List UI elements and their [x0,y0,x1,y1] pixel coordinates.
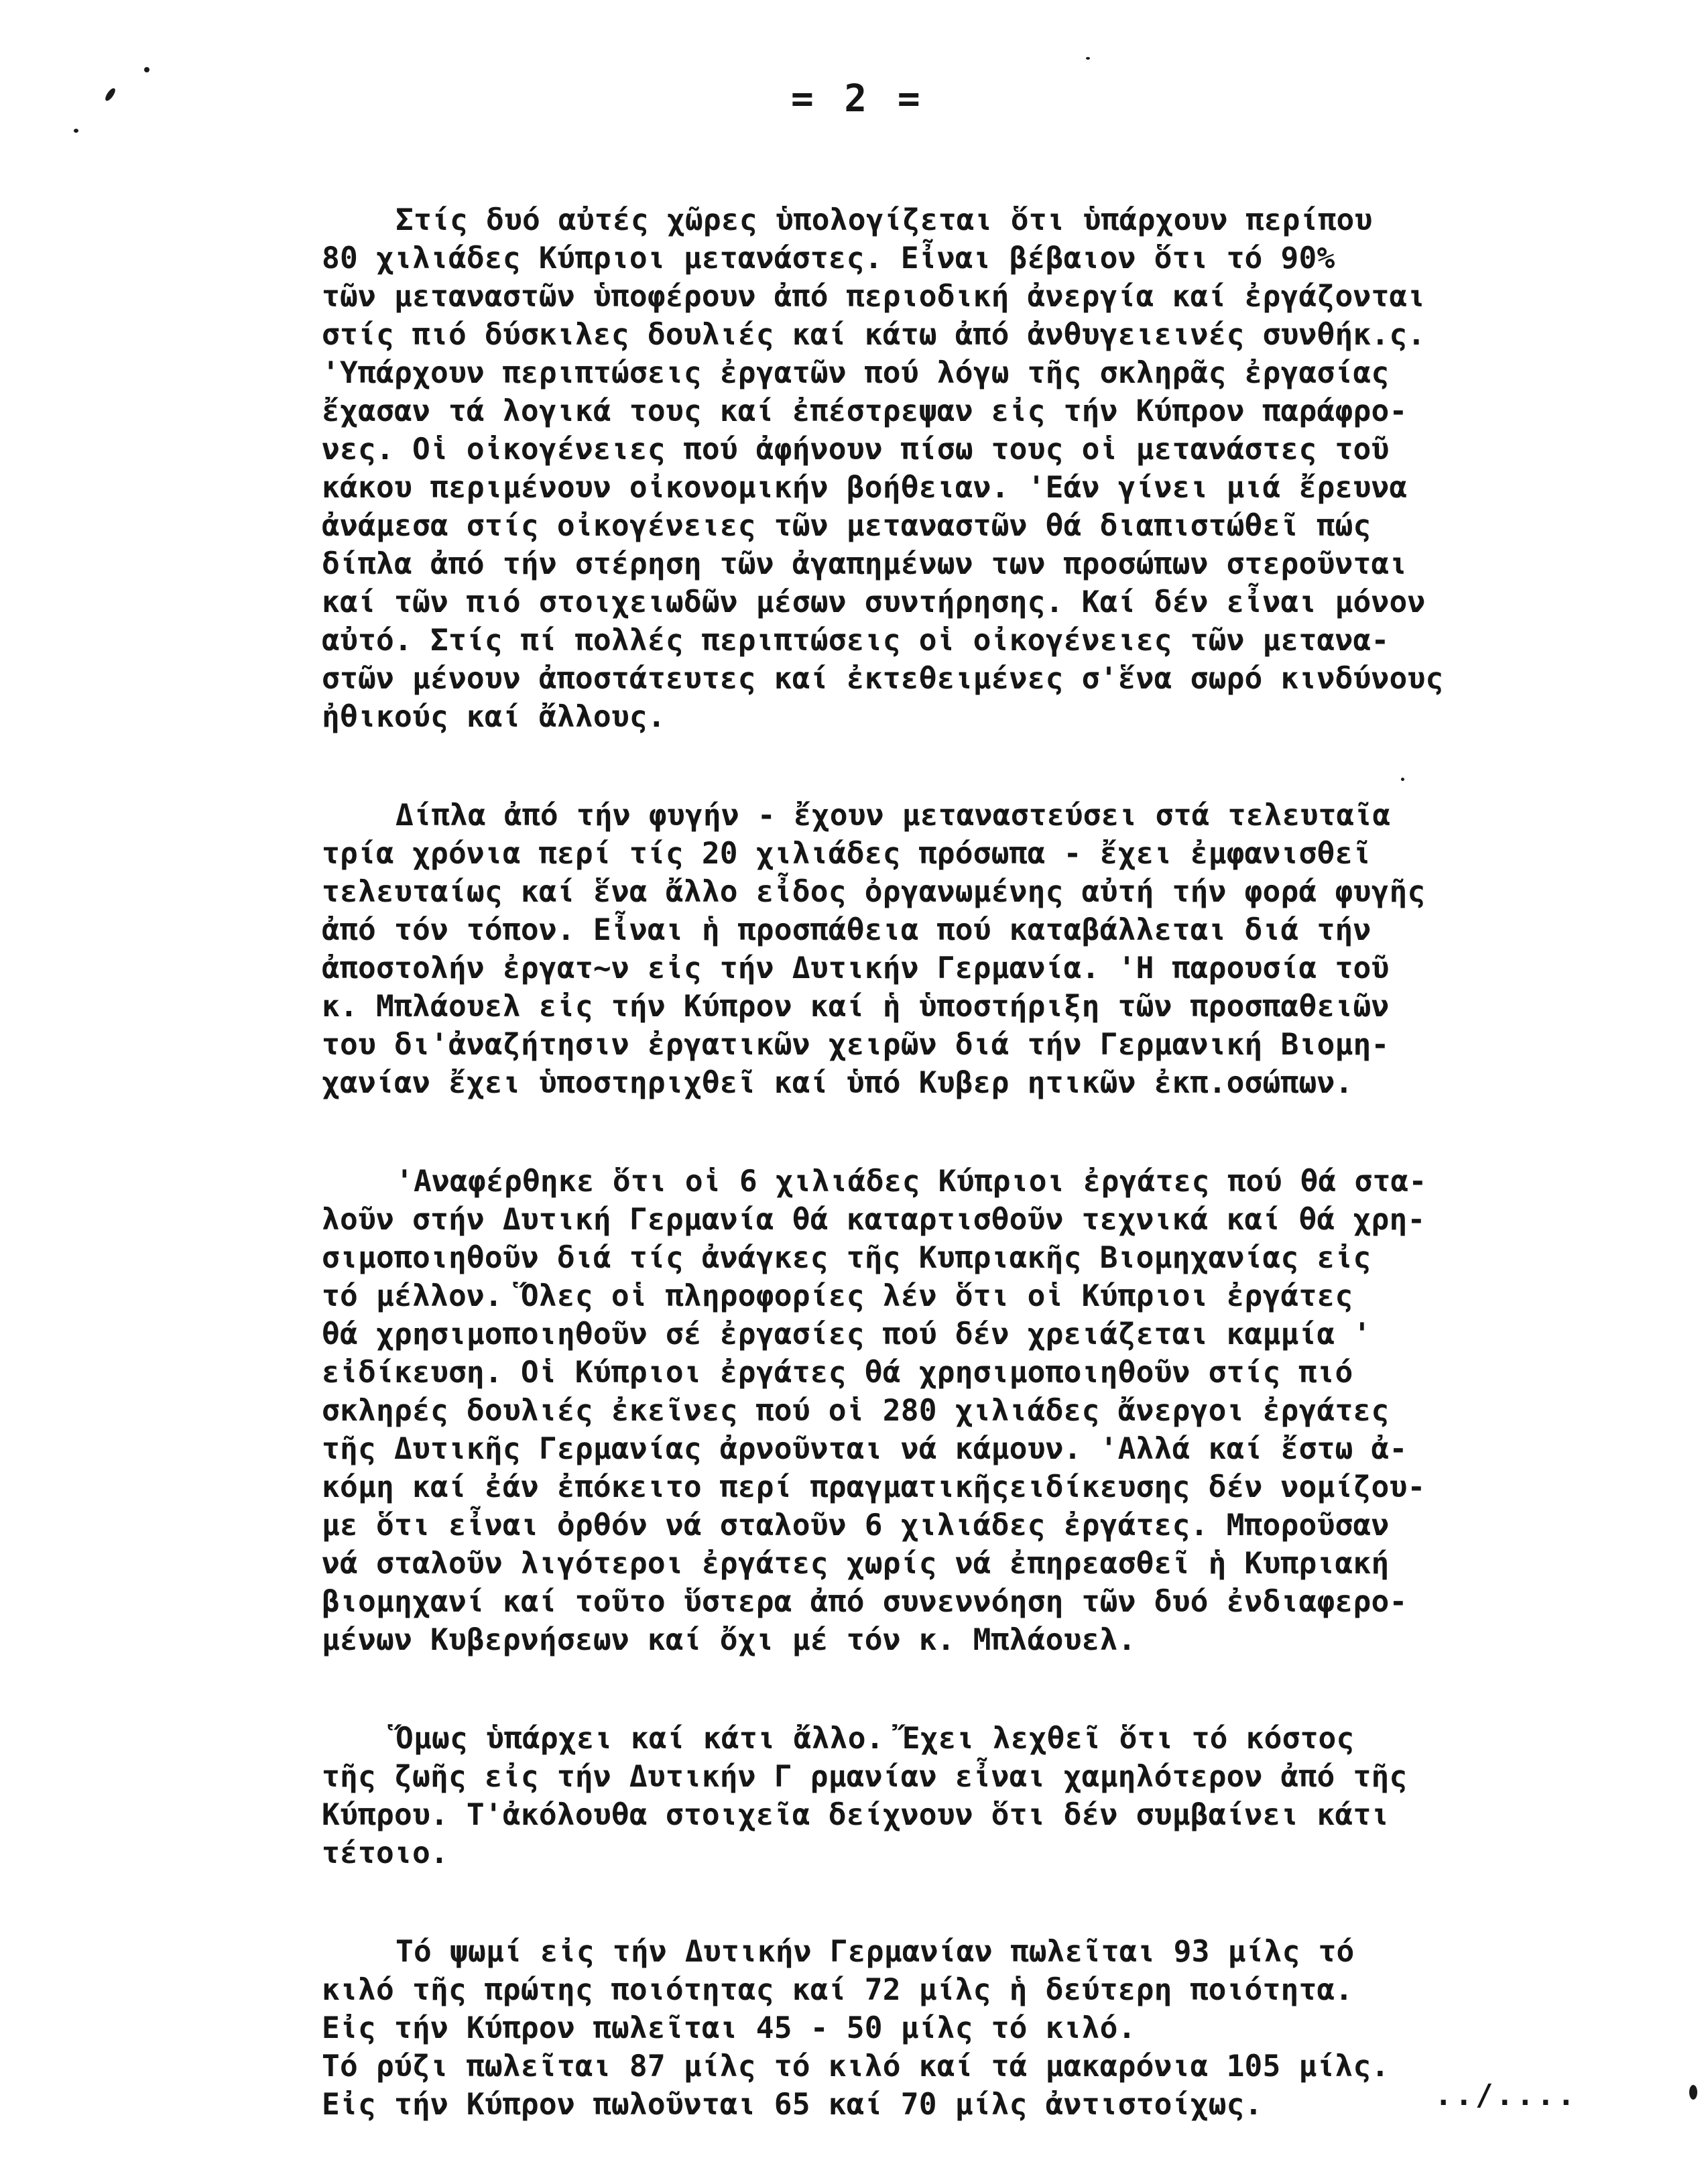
text-line: τῆς ζωῆς εἰς τήν Δυτικήν Γ ρμανίαν εἶναι χαμηλότερον ἀπό τῆς [322,1760,1408,1794]
text-line: ἔχασαν τά λογικά τους καί ἐπέστρεψαν εἰς τήν Κύπρον παράφρο- [322,394,1408,428]
text-line: Τό ψωμί εἰς τήν Δυτικήν Γερμανίαν πωλεῖται 93 μίλς τό [395,1935,1355,1969]
text-line: κ. Μπλάουελ εἰς τήν Κύπρον καί ἡ ὑποστήριξη τῶν προσπαθειῶν [322,989,1390,1024]
text-line: αὐτό. Στίς πί πολλές περιπτώσεις οἱ οἰκογένειες τῶν μετανα- [322,623,1390,658]
page-number: = 2 = [791,77,924,121]
text-line: τῆς Δυτικῆς Γερμανίας ἀρνοῦνται νά κάμουν. 'Αλλά καί ἔστω ἀ- [322,1432,1408,1466]
text-line: κιλό τῆς πρώτης ποιότητας καί 72 μίλς ἡ δεύτερη ποιότητα. [322,1973,1353,2007]
text-line: Κύπρου. Τ'ἀκόλουθα στοιχεῖα δείχνουν ὅτι δέν συμβαίνει κάτι [322,1798,1390,1832]
text-line: μένων Κυβερνήσεων καί ὄχι μέ τόν κ. Μπλάουελ. [322,1623,1136,1657]
text-line: σιμοποιηθοῦν διά τίς ἀνάγκες τῆς Κυπριακῆς Βιομηχανίας εἰς [322,1241,1371,1275]
text-line: 'Αναφέρθηκε ὅτι οἱ 6 χιλιάδες Κύπριοι ἐργάτες πού θά στα- [395,1164,1427,1199]
text-line: χανίαν ἔχει ὑποστηριχθεῖ καί ὑπό Κυβερ ητικῶν ἐκπ.οσώπων. [322,1066,1353,1100]
scan-speck [144,67,149,72]
text-line: λοῦν στήν Δυτική Γερμανία θά καταρτισθοῦν τεχνικά καί θά χρη- [322,1203,1426,1237]
paragraph-5 [322,1933,1629,2124]
text-line: με ὅτι εἶναι ὀρθόν νά σταλοῦν 6 χιλιάδες ἐργάτες. Μποροῦσαν [322,1508,1390,1543]
text-line: νά σταλοῦν λιγότεροι ἐργάτες χωρίς νά ἐπηρεασθεῖ ἡ Κυπριακή [322,1547,1390,1581]
text-line: Στίς δυό αὐτές χῶρες ὑπολογίζεται ὅτι ὑπάρχουν περίπου [395,203,1373,237]
text-line: Δίπλα ἀπό τήν φυγήν - ἔχουν μεταναστεύσει στά τελευταῖα [395,798,1391,833]
paragraph-1 [322,201,1629,736]
text-line: κάκου περιμένουν οἰκονομικήν βοήθειαν. 'Εάν γίνει μιά ἔρευνα [322,471,1408,505]
text-line: δίπλα ἀπό τήν στέρηση τῶν ἀγαπημένων των προσώπων στεροῦνται [322,547,1408,581]
text-line: 80 χιλιάδες Κύπριοι μετανάστες. Εἶναι βέβαιον ὅτι τό 90% [322,241,1335,276]
text-line: Ὅμως ὑπάρχει καί κάτι ἄλλο. Ἔχει λεχθεῖ ὅτι τό κόστος [395,1722,1355,1756]
text-line: τό μέλλον. Ὅλες οἱ πληροφορίες λέν ὅτι οἱ Κύπριοι ἐργάτες [322,1279,1353,1313]
text-line: ἀποστολήν ἐργατ~ν εἰς τήν Δυτικήν Γερμανία. 'Η παρουσία τοῦ [322,951,1390,985]
document-body [322,201,1629,2124]
text-line: Εἰς τήν Κύπρον πωλεῖται 45 - 50 μίλς τό κιλό. [322,2011,1136,2045]
text-line: του δι'ἀναζήτησιν ἐργατικῶν χειρῶν διά τήν Γερμανική Βιομη- [322,1028,1390,1062]
text-line: τελευταίως καί ἕνα ἄλλο εἶδος ὀργανωμένης αὐτή τήν φορά φυγῆς [322,875,1426,909]
text-line: κόμη καί ἐάν ἐπόκειτο περί πραγματικῆςειδίκευσης δέν νομίζου- [322,1470,1426,1504]
text-line: ἠθικούς καί ἄλλους. [322,700,666,734]
text-line: τέτοιο. [322,1836,448,1870]
text-line: Εἰς τήν Κύπρον πωλοῦνται 65 καί 70 μίλς ἀντιστοίχως. [322,2088,1263,2122]
paragraph-4 [322,1720,1629,1872]
text-line: ἀνάμεσα στίς οἰκογένειες τῶν μεταναστῶν θά διαπιστώθεῖ πώς [322,509,1371,543]
text-line: τρία χρόνια περί τίς 20 χιλιάδες πρόσωπα - ἔχει ἐμφανισθεῖ [322,837,1371,871]
scan-speck [1401,778,1404,781]
text-line: εἰδίκευση. Οἱ Κύπριοι ἐργάτες θά χρησιμοποιηθοῦν στίς πιό [322,1356,1353,1390]
text-line: στίς πιό δύσκιλες δουλιές καί κάτω ἀπό ἀνθυγειεινές συνθήκ.ς. [322,318,1426,352]
text-line: Τό ρύζι πωλεῖται 87 μίλς τό κιλό καί τά μακαρόνια 105 μίλς. [322,2049,1390,2084]
text-line: καί τῶν πιό στοιχειωδῶν μέσων συντήρησης. Καί δέν εἶναι μόνον [322,585,1426,619]
text-line: νες. Οἱ οἰκογένειες πού ἀφήνουν πίσω τους οἱ μετανάστες τοῦ [322,432,1390,467]
scan-speck [1689,2085,1697,2100]
text-line: τῶν μεταναστῶν ὑποφέρουν ἀπό περιοδική ἀνεργία καί ἐργάζονται [322,280,1426,314]
paragraph-2 [322,796,1629,1102]
text-line: στῶν μένουν ἀποστάτευτες καί ἐκτεθειμένες σ'ἕνα σωρό κινδύνους [322,662,1444,696]
scan-speck [1086,57,1090,60]
continuation-mark: ../.... [1435,2078,1578,2112]
scan-speck [104,86,117,102]
text-line: σκληρές δουλιές ἐκεῖνες πού οἱ 280 χιλιάδες ἄνεργοι ἐργάτες [322,1394,1390,1428]
text-line: θά χρησιμοποιηθοῦν σέ ἐργασίες πού δέν χρειάζεται καμμία ' [322,1317,1371,1351]
text-line: ἀπό τόν τόπον. Εἶναι ἡ προσπάθεια πού καταβάλλεται διά τήν [322,913,1371,947]
text-line: 'Υπάρχουν περιπτώσεις ἐργατῶν πού λόγω τῆς σκληρᾶς ἐργασίας [322,356,1390,390]
scan-speck [74,129,78,133]
text-line: βιομηχανί καί τοῦτο ὕστερα ἀπό συνεννόηση τῶν δυό ἐνδιαφερο- [322,1585,1408,1619]
paragraph-3 [322,1162,1629,1659]
